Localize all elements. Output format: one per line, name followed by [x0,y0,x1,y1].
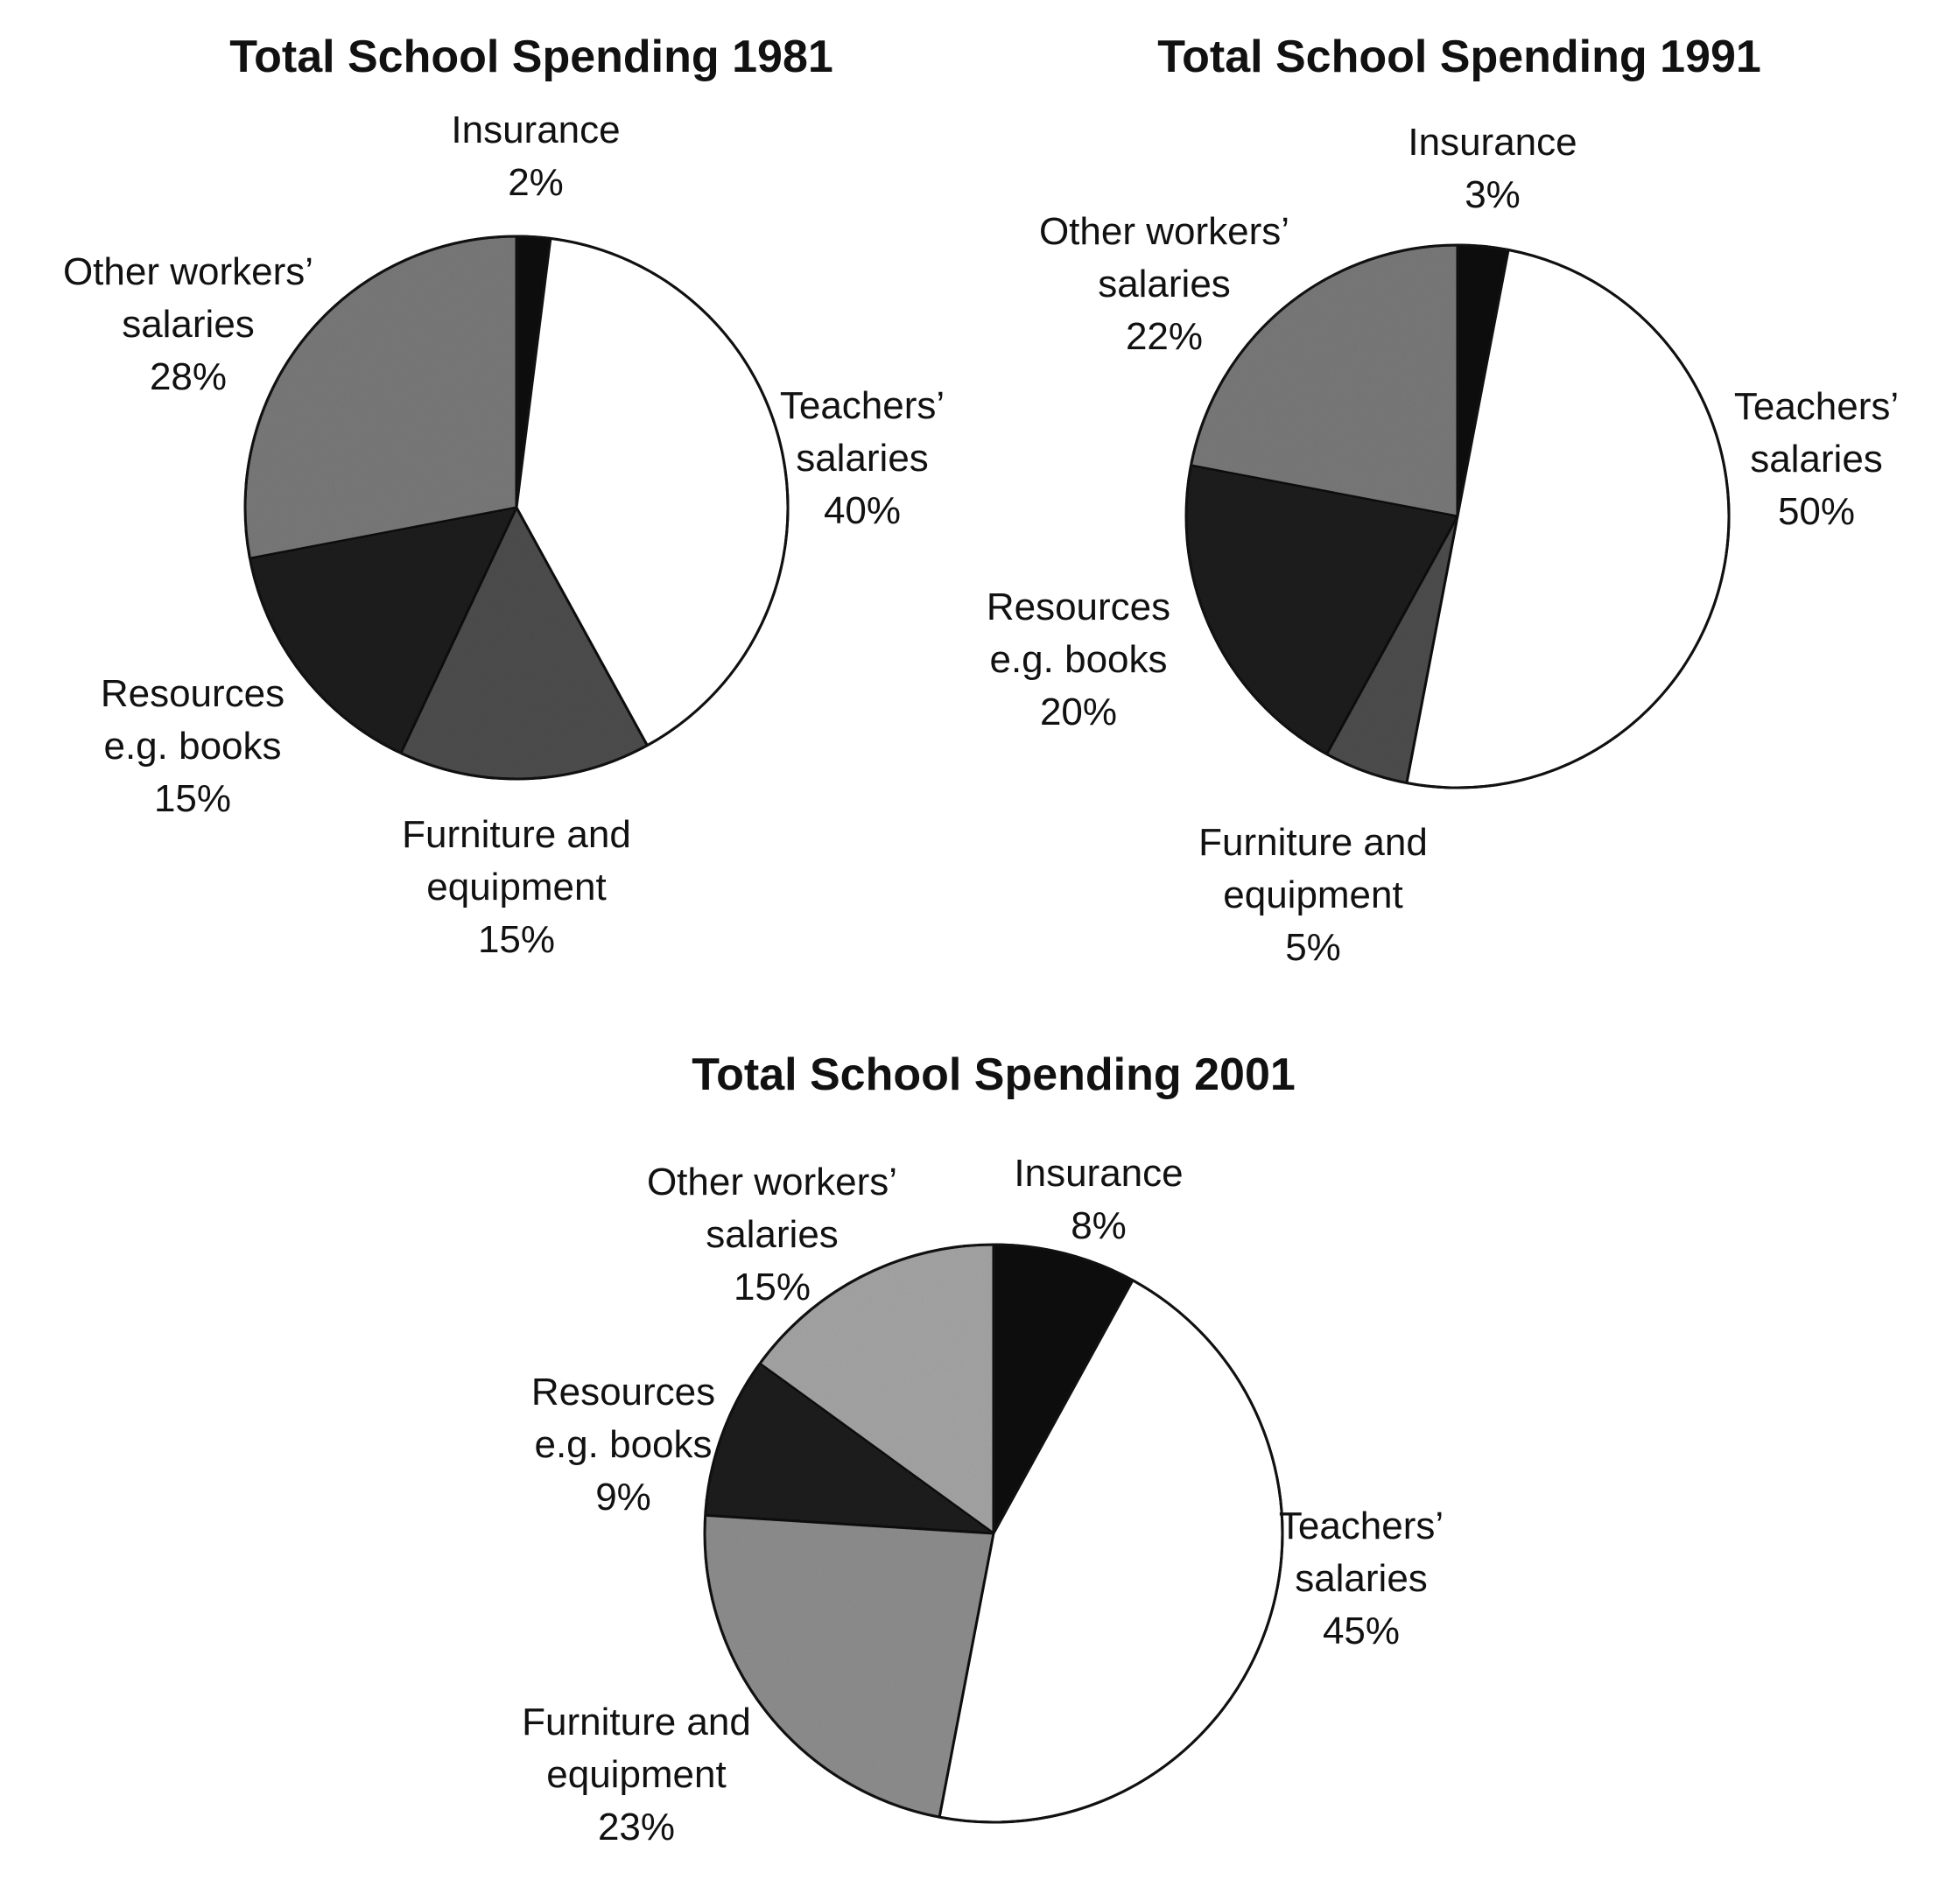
slice-label-line-1981-furniture-and-equipment-1: equipment [426,866,607,908]
slice-label-line-1991-furniture-and-equipment-1: equipment [1223,873,1403,916]
slice-label-line-1991-resources-e-g-books-1: e.g. books [989,638,1168,681]
slice-label-line-1991-teachers-salaries-2: 50% [1777,490,1856,533]
slice-label-1991-furniture-and-equipment [1198,821,1428,969]
slice-label-1991-other-workers-salaries [1039,210,1289,358]
slice-label-line-1991-resources-e-g-books-0: Resources [986,586,1171,628]
chart-title-1991: Total School Spending 1991 [1157,32,1761,82]
slice-label-line-1991-furniture-and-equipment-0: Furniture and [1198,821,1428,864]
slice-label-line-1991-other-workers-salaries-1: salaries [1098,263,1231,305]
slice-label-2001-teachers-salaries [1279,1505,1444,1652]
slice-label-2001-resources-e-g-books [531,1371,715,1519]
slice-label-line-2001-other-workers-salaries-2: 15% [733,1266,811,1308]
pie-slices-2001 [705,1245,1282,1822]
slice-label-line-2001-resources-e-g-books-0: Resources [530,1371,716,1413]
pie-chart-1991 [987,32,1899,969]
slice-label-2001-furniture-and-equipment [522,1701,751,1848]
slice-label-line-2001-teachers-salaries-2: 45% [1322,1610,1401,1652]
slice-label-line-2001-other-workers-salaries-1: salaries [706,1213,839,1256]
slice-label-line-2001-teachers-salaries-1: salaries [1295,1557,1428,1600]
slice-label-line-1981-other-workers-salaries-0: Other workers’ [62,250,314,293]
slice-label-line-1981-resources-e-g-books-2: 15% [153,777,232,820]
slice-label-1981-other-workers-salaries [63,250,313,398]
slice-label-line-2001-insurance-0: Insurance [1014,1152,1184,1195]
slice-label-line-1991-resources-e-g-books-2: 20% [1039,691,1118,733]
slice-label-line-2001-other-workers-salaries-0: Other workers’ [646,1161,898,1203]
slice-label-line-1991-teachers-salaries-0: Teachers’ [1733,385,1900,428]
slice-label-line-1991-other-workers-salaries-2: 22% [1125,315,1204,358]
slice-label-2001-insurance [1014,1152,1183,1247]
slice-label-line-2001-insurance-1: 8% [1071,1204,1127,1247]
slice-label-line-2001-furniture-and-equipment-1: equipment [546,1753,727,1796]
slice-label-line-1981-resources-e-g-books-1: e.g. books [103,725,282,768]
slice-label-1981-furniture-and-equipment [402,813,631,961]
slice-label-line-2001-resources-e-g-books-2: 9% [595,1476,651,1519]
slice-label-line-1981-furniture-and-equipment-2: 15% [477,918,556,961]
slice-label-line-1991-insurance-1: 3% [1465,173,1521,216]
slice-label-1981-resources-e-g-books [101,672,285,820]
slice-label-line-1981-teachers-salaries-2: 40% [823,489,902,532]
slice-label-1981-teachers-salaries [780,384,945,532]
slice-label-line-1981-insurance-1: 2% [508,161,564,204]
slice-label-line-1981-other-workers-salaries-1: salaries [122,303,255,346]
slice-label-1991-resources-e-g-books [987,586,1170,733]
slice-label-line-1991-insurance-0: Insurance [1408,121,1577,164]
pie-slices-1981 [245,236,788,779]
slice-label-line-1981-teachers-salaries-0: Teachers’ [779,384,945,427]
slice-label-line-1991-other-workers-salaries-0: Other workers’ [1038,210,1290,253]
pie-chart-1981 [63,32,945,961]
slice-label-line-1981-furniture-and-equipment-0: Furniture and [402,813,631,856]
slice-label-line-2001-resources-e-g-books-1: e.g. books [534,1423,713,1466]
slice-label-1981-insurance [451,109,620,204]
slice-label-line-1991-teachers-salaries-1: salaries [1750,438,1883,481]
slice-label-1991-insurance [1408,121,1577,216]
slice-label-line-1981-resources-e-g-books-0: Resources [100,672,285,715]
chart-title-2001: Total School Spending 2001 [692,1049,1296,1100]
pie-slices-1991 [1186,245,1729,788]
slice-label-line-1981-insurance-0: Insurance [451,109,621,151]
slice-label-line-2001-furniture-and-equipment-0: Furniture and [522,1701,751,1743]
slice-label-line-2001-furniture-and-equipment-2: 23% [597,1806,676,1848]
slice-label-line-2001-teachers-salaries-0: Teachers’ [1278,1505,1444,1547]
slice-label-line-1981-other-workers-salaries-2: 28% [149,355,228,398]
chart-title-1981: Total School Spending 1981 [229,32,833,82]
pie-chart-2001 [522,1049,1444,1848]
slice-label-1991-teachers-salaries [1734,385,1899,533]
slice-label-line-1981-teachers-salaries-1: salaries [796,437,929,480]
slice-label-line-1991-furniture-and-equipment-2: 5% [1285,926,1341,969]
